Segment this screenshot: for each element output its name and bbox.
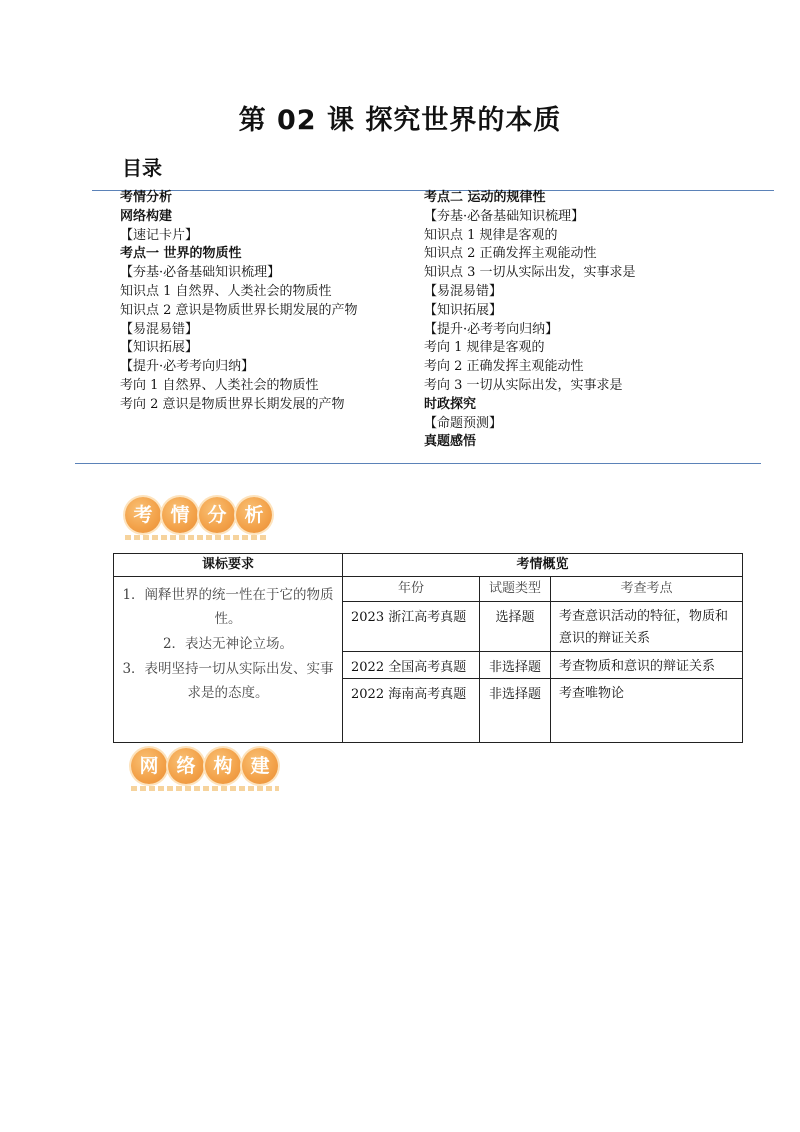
requirements-cell (114, 577, 343, 743)
toc-item[interactable]: 【速记卡片】 (120, 227, 199, 243)
toc-item[interactable]: 考向 1 自然界、人类社会的物质性 (120, 377, 319, 393)
banner-character: 分 (199, 497, 235, 533)
cell-year: 2022 全国高考真题 (343, 652, 480, 679)
cell-type: 选择题 (480, 602, 551, 652)
cell-type: 非选择题 (480, 652, 551, 679)
toc-heading: 目录 (122, 156, 162, 180)
toc-right-column (424, 189, 636, 452)
toc-item[interactable]: 考点二 运动的规律性 (424, 190, 546, 205)
requirement-item: 3．表明坚持一切从实际出发、实事求是的态度。 (122, 661, 334, 701)
toc-item[interactable]: 【夯基·必备基础知识梳理】 (120, 265, 281, 281)
toc-item[interactable]: 考向 2 意识是物质世界长期发展的产物 (120, 396, 345, 412)
col-point: 考查考点 (551, 577, 743, 602)
banner-character: 析 (236, 497, 272, 533)
toc-item[interactable]: 知识点 3 一切从实际出发，实事求是 (424, 265, 636, 281)
cell-point: 考查物质和意识的辩证关系 (551, 652, 743, 679)
toc-item[interactable]: 时政探究 (424, 396, 477, 412)
toc-item[interactable]: 知识点 1 规律是客观的 (424, 227, 558, 243)
toc-item[interactable]: 真题感悟 (424, 434, 477, 450)
cell-year: 2023 浙江高考真题 (343, 602, 480, 652)
header-requirements: 课标要求 (114, 554, 343, 577)
exam-analysis-table (113, 553, 743, 743)
toc-item[interactable]: 考向 3 一切从实际出发，实事求是 (424, 377, 623, 393)
cell-type: 非选择题 (480, 679, 551, 743)
header-overview: 考情概览 (343, 554, 743, 577)
toc-item[interactable]: 【知识拓展】 (120, 340, 199, 356)
toc-item[interactable]: 【命题预测】 (424, 415, 503, 431)
toc-bottom-rule (75, 463, 761, 464)
requirement-item: 2．表达无神论立场。 (162, 636, 294, 652)
banner-character: 建 (242, 748, 278, 784)
banner-underline (125, 535, 269, 540)
toc-item[interactable]: 考情分析 (120, 190, 173, 205)
banner-character: 网 (131, 748, 167, 784)
banner-character: 情 (162, 497, 198, 533)
toc-item[interactable]: 知识点 2 正确发挥主观能动性 (424, 246, 597, 262)
banner-character: 构 (205, 748, 241, 784)
toc-item[interactable]: 【提升·必考考向归纳】 (424, 321, 559, 337)
toc-item[interactable]: 考向 1 规律是客观的 (424, 340, 545, 356)
banner-character: 考 (125, 497, 161, 533)
cell-point: 考查意识活动的特征，物质和意识的辩证关系 (551, 602, 743, 652)
toc-item[interactable]: 【提升·必考考向归纳】 (120, 359, 255, 375)
col-year: 年份 (343, 577, 480, 602)
toc-item[interactable]: 知识点 1 自然界、人类社会的物质性 (120, 283, 332, 299)
toc-left-column (120, 189, 382, 415)
toc-item[interactable]: 考点一 世界的物质性 (120, 246, 242, 262)
toc-item[interactable]: 知识点 2 意识是物质世界长期发展的产物 (120, 302, 358, 318)
toc-item[interactable]: 【易混易错】 (424, 283, 503, 299)
banner-underline (131, 786, 279, 791)
document-title: 第 02 课 探究世界的本质 (238, 105, 562, 136)
toc-item[interactable]: 考向 2 正确发挥主观能动性 (424, 359, 584, 375)
toc-item[interactable]: 网络构建 (120, 208, 173, 224)
requirement-item: 1．阐释世界的统一性在于它的物质性。 (122, 587, 334, 627)
banner-character: 络 (168, 748, 204, 784)
cell-year: 2022 海南高考真题 (343, 679, 480, 743)
toc-item[interactable]: 【夯基·必备基础知识梳理】 (424, 208, 585, 224)
toc-item[interactable]: 【易混易错】 (120, 321, 199, 337)
cell-point: 考查唯物论 (551, 679, 743, 743)
section-banner-network (125, 748, 289, 794)
toc-item[interactable]: 【知识拓展】 (424, 302, 503, 318)
col-type: 试题类型 (480, 577, 551, 602)
section-banner-analysis (119, 497, 279, 543)
